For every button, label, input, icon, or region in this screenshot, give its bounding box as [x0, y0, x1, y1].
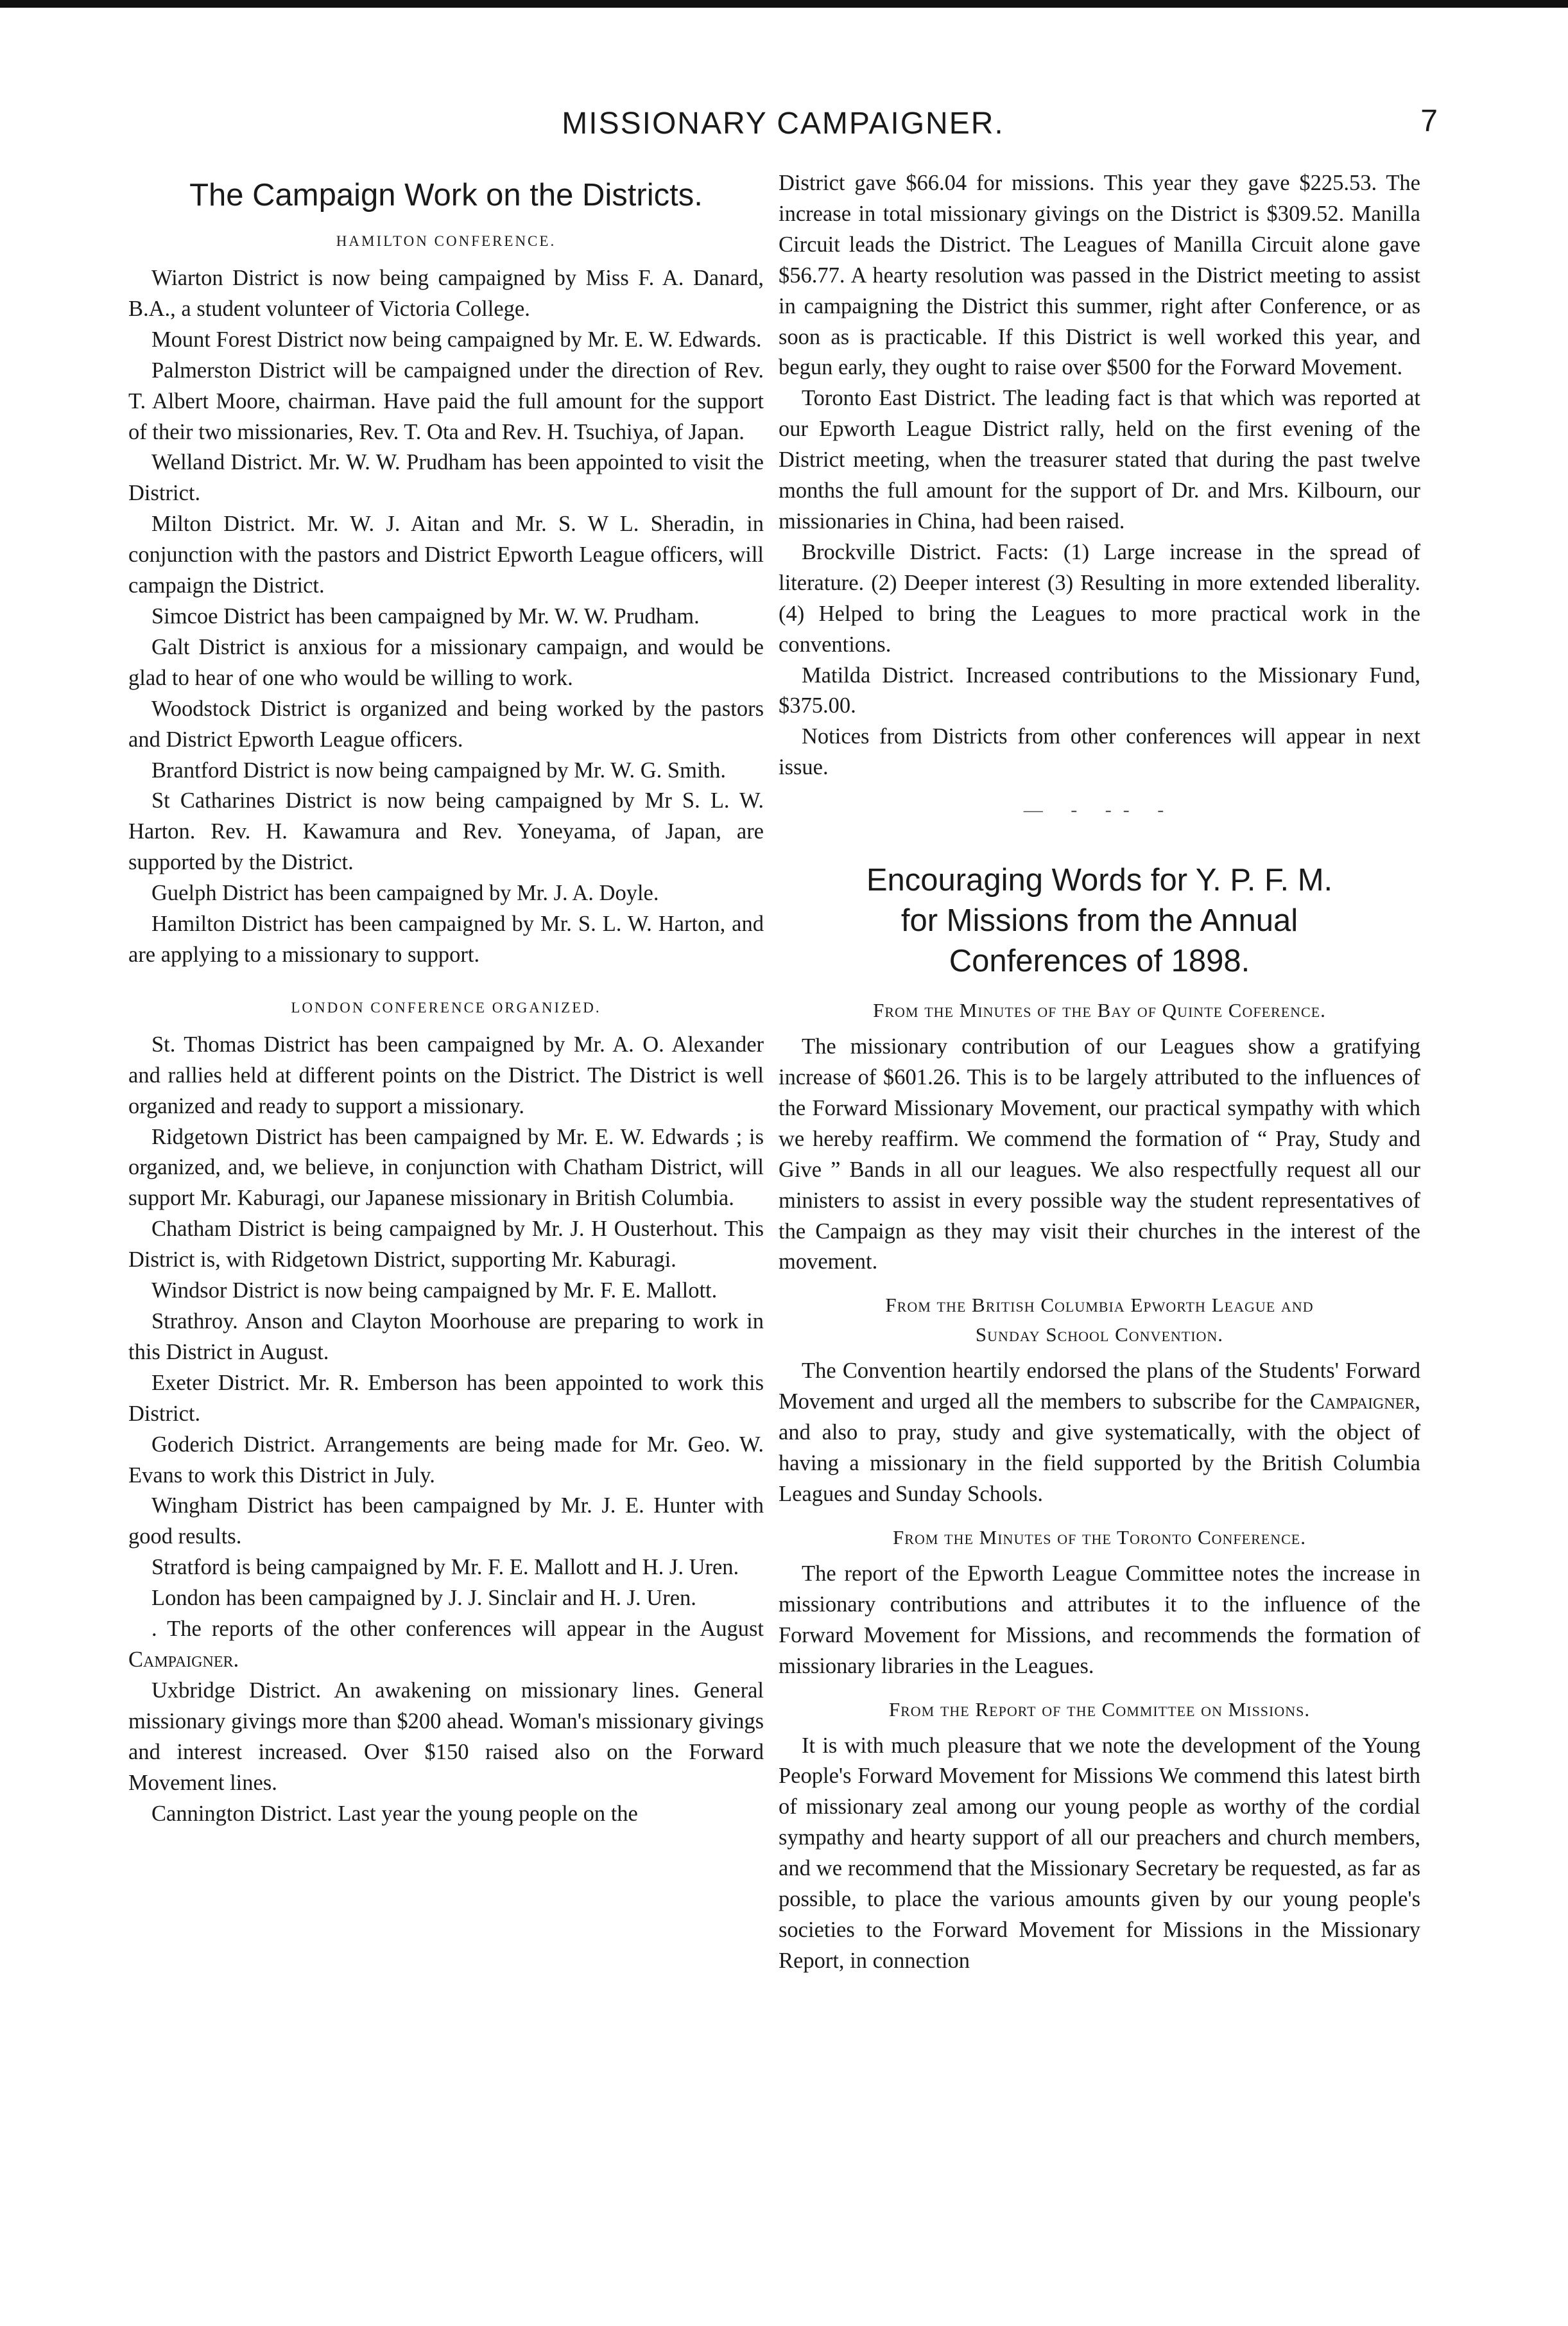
- quinte-heading: From the Minutes of the Bay of Quinte Coference.: [873, 999, 1326, 1022]
- paragraph-goderich: Goderich District. Arrangements are being made for Mr. Geo. W. Evans to work this District in July.: [128, 1432, 764, 1488]
- paragraph-st-catharines: St Catharines District is now being campaigned by Mr S. L. W. Harton. Rev. H. Kawamura and Rev. Yoneyama, of Japan, are supported by the District.: [128, 788, 764, 875]
- bc-heading-line-2: Sunday School Convention.: [975, 1323, 1224, 1346]
- page-header: [128, 106, 1438, 151]
- paragraph-st-thomas: St. Thomas District has been campaigned by Mr. A. O. Alexander and rallies held at different points on the District. The District is well organized and ready to support a missionary.: [128, 1032, 764, 1118]
- paragraph-british-columbia: [779, 1356, 1420, 1510]
- paragraph-cannington: Cannington District. Last year the young people on the: [151, 1801, 638, 1826]
- paragraph-stratford: Stratford is being campaigned by Mr. F. E. Mallott and H. J. Uren.: [151, 1555, 739, 1580]
- paragraph-toronto-conference: The report of the Epworth League Committee notes the increase in missionary contributions and attributes it to the influence of the Forward Movement for Missions, and recommends the formation of missionary libraries in the Leagues.: [779, 1561, 1420, 1678]
- section-divider: — - -- -: [1023, 799, 1176, 821]
- bc-text-end: , and also to pray, study and give systematically, with the object of having a missionary in the field supported by the British Columbia Leagues and Sunday Schools.: [779, 1389, 1420, 1506]
- paragraph-hamilton: Hamilton District has been campaigned by Mr. S. L. W. Harton, and are applying to a missionary to support.: [128, 912, 764, 967]
- paragraph-mount-forest: Mount Forest District now being campaigned by Mr. E. W. Edwards.: [151, 327, 762, 352]
- right-column: [779, 168, 1420, 2300]
- paragraph-quinte: The missionary contribution of our Leagues show a gratifying increase of $601.26. This is to be largely attributed to the influences of the Forward Missionary Movement, our practical sympathy with which we hereby reaffirm. We commend the formation of “ Pray, Study and Give ” Bands in all our leagues. We also respectfully request all our ministers to assist in every possible way the student representatives of the Campaign as they may visit their churches in the interest of the movement.: [779, 1034, 1420, 1274]
- hamilton-conference-heading: HAMILTON CONFERENCE.: [336, 233, 556, 249]
- paragraph-chatham: Chatham District is being campaigned by Mr. J. H Ousterhout. This District is, with Ridgetown District, supporting Mr. Kaburagi.: [128, 1217, 764, 1272]
- paragraph-ridgetown: Ridgetown District has been campaigned by Mr. E. W. Edwards ; is organized, and, we believe, in conjunction with Chatham District, will support Mr. Kaburagi, our Japanese missionary in British Columbia.: [128, 1124, 764, 1211]
- paragraph-strathroy: Strathroy. Anson and Clayton Moorhouse are preparing to work in this District in August.: [128, 1309, 764, 1364]
- paragraph-continued: District gave $66.04 for missions. This year they gave $225.53. The increase in total missionary givings on the District is $309.52. Manilla Circuit leads the District. The Leagues of Manilla Circuit alone gave $56.77. A hearty resolution was passed in the District meeting to assist in campaigning the District this summer, right after Conference, or as soon as is practicable. If this District is well worked this year, and begun early, they ought to raise over $500 for the Forward Movement.: [779, 171, 1420, 380]
- paragraph-uxbridge: Uxbridge District. An awakening on missionary lines. General missionary givings more than $200 ahead. Woman's missionary givings and interest increased. Over $150 raised also on the Forward Movement lines.: [128, 1678, 764, 1795]
- paragraph-committee: It is with much pleasure that we note the development of the Young People's Forward Movement for Missions We commend this latest birth of missionary zeal among our young people as worthy of the cordial sympathy and hearty support of all our preachers and church members, and we recommend that the Missionary Secretary be requested, as far as possible, to place the various amounts given by our young people's societies to the Forward Movement for Missions in the Missionary Report, in connection: [779, 1733, 1420, 1973]
- paragraph-welland: Welland District. Mr. W. W. Prudham has been appointed to visit the District.: [128, 450, 764, 506]
- title-line-1: Encouraging Words for Y. P. F. M.: [866, 863, 1333, 898]
- running-head: MISSIONARY CAMPAIGNER.: [562, 107, 1004, 141]
- paragraph-notices: Notices from Districts from other conferences will appear in next issue.: [779, 724, 1420, 780]
- section-title: The Campaign Work on the Districts.: [189, 178, 703, 213]
- paragraph-toronto-east: Toronto East District. The leading fact is that which was reported at our Epworth League District rally, held on the first evening of the District meeting, when the treasurer stated that during the past twelve months the full amount for the support of Dr. and Mrs. Kilbourn, our missionaries in China, had been raised.: [779, 386, 1420, 534]
- top-border-rule: [0, 0, 1568, 8]
- paragraph-palmerston: Palmerston District will be campaigned under the direction of Rev. T. Albert Moore, chairman. Have paid the full amount for the support of their two missionaries, Rev. T. Ota and Rev. H. Tsuchiya, of Japan.: [128, 358, 764, 444]
- page-number: 7: [1420, 104, 1438, 138]
- paragraph-brockville: Brockville District. Facts: (1) Large increase in the spread of literature. (2) Deeper interest (3) Resulting in more extended liberality. (4) Helped to bring the Leagues to more practical work in the conventions.: [779, 539, 1420, 657]
- reports-text: . The reports of the other conferences will appear in the August: [151, 1617, 764, 1642]
- title-line-2: for Missions from the Annual: [900, 903, 1298, 939]
- bc-campaigner-name: Campaigner: [1309, 1389, 1415, 1414]
- paragraph-wiarton: Wiarton District is now being campaigned by Miss F. A. Danard, B.A., a student volunteer of Victoria College.: [128, 266, 764, 321]
- paragraph-london: London has been campaigned by J. J. Sinclair and H. J. Uren.: [151, 1586, 696, 1611]
- paragraph-woodstock: Woodstock District is organized and being worked by the pastors and District Epworth League officers.: [128, 696, 764, 752]
- committee-heading: From the Report of the Committee on Missions.: [888, 1697, 1311, 1721]
- paragraph-milton: Milton District. Mr. W. J. Aitan and Mr. S. W L. Sheradin, in conjunction with the pastors and District Epworth League officers, will campaign the District.: [128, 512, 764, 598]
- title-line-3: Conferences of 1898.: [949, 944, 1250, 979]
- toronto-conference-heading: From the Minutes of the Toronto Conference.: [893, 1525, 1306, 1549]
- paragraph-guelph: Guelph District has been campaigned by Mr. J. A. Doyle.: [151, 881, 659, 906]
- encouraging-words-title: [779, 860, 1420, 982]
- paragraph-reports-note: [128, 1614, 764, 1676]
- bc-heading-line-1: From the British Columbia Epworth League and: [885, 1294, 1314, 1317]
- bc-text: The Convention heartily endorsed the plans of the Students' Forward Movement and urged all the members to subscribe for the: [779, 1358, 1420, 1414]
- campaigner-name: Campaigner: [128, 1647, 234, 1672]
- reports-end: .: [233, 1647, 239, 1672]
- paragraph-galt: Galt District is anxious for a missionary campaign, and would be glad to hear of one who would be willing to work.: [128, 634, 764, 690]
- london-conference-heading: LONDON CONFERENCE ORGANIZED.: [291, 999, 601, 1016]
- paragraph-windsor: Windsor District is now being campaigned by Mr. F. E. Mallott.: [151, 1278, 718, 1303]
- paragraph-matilda: Matilda District. Increased contributions to the Missionary Fund, $375.00.: [779, 663, 1420, 718]
- left-column: [128, 168, 764, 2300]
- paragraph-exeter: Exeter District. Mr. R. Emberson has been appointed to work this District.: [128, 1370, 764, 1426]
- paragraph-simcoe: Simcoe District has been campaigned by Mr. W. W. Prudham.: [151, 603, 700, 629]
- paragraph-brantford: Brantford District is now being campaigned by Mr. W. G. Smith.: [151, 758, 726, 783]
- british-columbia-heading: [779, 1290, 1420, 1350]
- paragraph-wingham: Wingham District has been campaigned by Mr. J. E. Hunter with good results.: [128, 1493, 764, 1549]
